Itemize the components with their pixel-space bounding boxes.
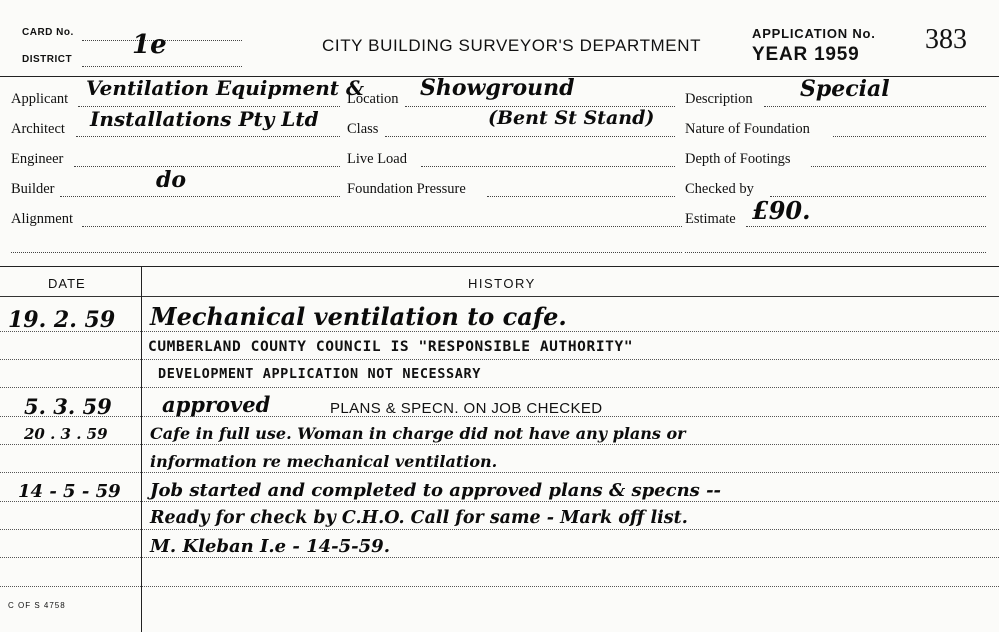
- date-column-header: DATE: [48, 276, 86, 291]
- description-value: Special: [800, 76, 890, 102]
- entry-typed-note: PLANS & SPECN. ON JOB CHECKED: [330, 400, 603, 417]
- card-no-label: CARD No.: [22, 27, 74, 38]
- entry-date: 19. 2. 59: [8, 307, 116, 333]
- foundation-pressure-line: [487, 196, 675, 197]
- alignment-line: [82, 226, 682, 227]
- builder-label: Builder: [11, 181, 55, 197]
- entry-text: Job started and completed to approved plans & specns --: [150, 480, 722, 501]
- class-line: [385, 136, 675, 137]
- application-number: 383: [925, 24, 967, 55]
- year-label: YEAR 1959: [752, 44, 860, 65]
- row-line: [0, 331, 999, 332]
- checked-by-label: Checked by: [685, 181, 754, 197]
- row-line: [0, 501, 999, 502]
- stamp-not-necessary: DEVELOPMENT APPLICATION NOT NECESSARY: [158, 366, 481, 382]
- row-line: [0, 387, 999, 388]
- applicant-label: Applicant: [11, 91, 69, 107]
- estimate-label: Estimate: [685, 211, 736, 227]
- architect-value: Installations Pty Ltd: [90, 107, 319, 131]
- row-line: [0, 359, 999, 360]
- description-line: [764, 106, 986, 107]
- department-title: CITY BUILDING SURVEYOR'S DEPARTMENT: [322, 36, 702, 55]
- estimate-value: £90.: [752, 196, 811, 225]
- district-label: DISTRICT: [22, 54, 73, 65]
- row-line: [0, 586, 999, 587]
- depth-of-footings-label: Depth of Footings: [685, 151, 791, 167]
- form-code: C OF S 4758: [8, 601, 66, 610]
- nature-of-foundation-line: [833, 136, 986, 137]
- builder-line: [60, 196, 340, 197]
- location-value: Showground: [420, 75, 575, 101]
- history-header-rule: [0, 296, 999, 297]
- row-line: [0, 444, 999, 445]
- row-line: [0, 472, 999, 473]
- column-divider: [141, 266, 142, 632]
- class-label: Class: [347, 121, 379, 137]
- entry-date: 5. 3. 59: [24, 394, 112, 419]
- extra-line: [11, 252, 682, 253]
- application-no-label: APPLICATION No.: [752, 26, 876, 41]
- entry-date: 20 . 3 . 59: [24, 425, 108, 443]
- estimate-extra-line: [685, 252, 986, 253]
- row-line: [0, 529, 999, 530]
- row-line: [0, 557, 999, 558]
- architect-line: [76, 136, 340, 137]
- estimate-line: [746, 226, 986, 227]
- entry-text: information re mechanical ventilation.: [150, 452, 498, 471]
- location-label: Location: [347, 91, 399, 107]
- description-label: Description: [685, 91, 753, 107]
- foundation-pressure-label: Foundation Pressure: [347, 181, 466, 197]
- district-line: [82, 66, 242, 67]
- live-load-label: Live Load: [347, 151, 407, 167]
- entry-text: Ready for check by C.H.O. Call for same - Mark off list.: [150, 508, 688, 528]
- entry-text: Cafe in full use. Woman in charge did not have any plans or: [150, 424, 686, 443]
- history-top-rule: [0, 266, 999, 267]
- alignment-label: Alignment: [11, 211, 74, 227]
- depth-of-footings-line: [811, 166, 986, 167]
- entry-date: 14 - 5 - 59: [18, 481, 121, 502]
- stamp-responsible-authority: CUMBERLAND COUNTY COUNCIL IS "RESPONSIBLE AUTHORITY": [148, 339, 634, 355]
- engineer-label: Engineer: [11, 151, 64, 167]
- architect-label: Architect: [11, 121, 65, 137]
- entry-text: approved: [162, 392, 271, 417]
- class-value: (Bent St Stand): [488, 107, 655, 129]
- nature-of-foundation-label: Nature of Foundation: [685, 121, 810, 137]
- entry-text: M. Kleban I.e - 14-5-59.: [150, 536, 390, 557]
- builder-value: do: [156, 167, 187, 193]
- live-load-line: [421, 166, 675, 167]
- history-column-header: HISTORY: [468, 276, 536, 291]
- entry-text: Mechanical ventilation to cafe.: [150, 302, 567, 331]
- applicant-value: Ventilation Equipment &: [86, 76, 365, 100]
- district-value: 1e: [132, 30, 167, 60]
- engineer-line: [74, 166, 340, 167]
